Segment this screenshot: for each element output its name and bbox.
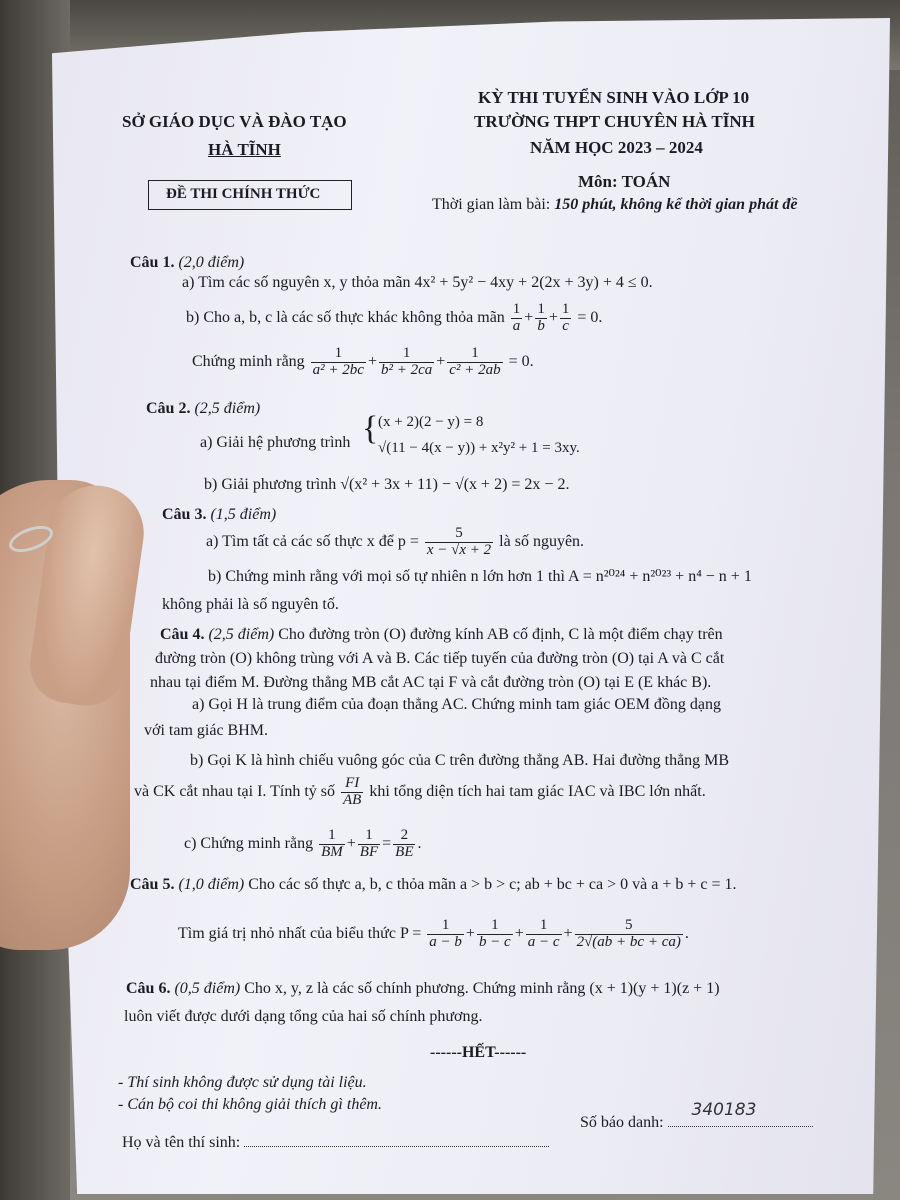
school-name: TRƯỜNG THPT CHUYÊN HÀ TĨNH — [474, 112, 755, 131]
frac-be-den: BE — [395, 843, 414, 860]
q3-a-text: a) Tìm tất cả các số thực x để p = — [206, 532, 419, 550]
frac-bc-diff-den: b − c — [478, 933, 511, 950]
frac-bf: $\frac{1}{BF}$ — [359, 827, 379, 860]
end-marker: ------HẾT------ — [430, 1044, 527, 1061]
note-2: - Cán bộ coi thi không giải thích gì thêm. — [118, 1096, 382, 1113]
frac-be-num: 2 — [400, 827, 409, 843]
q5-heading — [130, 876, 736, 894]
q4-b2-pre: và CK cắt nhau tại I. Tính tỷ số — [134, 782, 335, 800]
q1-prove-tail: = 0. — [508, 352, 534, 370]
note-1: - Thí sinh không được sử dụng tài liệu. — [118, 1074, 367, 1091]
frac-fi-ab — [341, 776, 363, 809]
q4-part-a-line1: a) Gọi H là trung điểm của đoạn thẳng AC. Chứng minh tam giác OEM đồng dạng — [192, 696, 722, 713]
school-year: NĂM HỌC 2023 – 2024 — [530, 138, 703, 157]
q1-prove: Chứng minh rằng $\frac{1}{\text{a² + 2bc}}$ + $\frac{1}{\text{b² + 2ca}}$ + $\frac{1}{\text{c² + 2ab}}$ = 0. — [192, 345, 534, 378]
subject: Môn: TOÁN — [578, 172, 671, 191]
time-prefix: Thời gian làm bài: — [432, 196, 551, 213]
frac-ac-diff-den: a − c — [527, 933, 560, 950]
q5-points: (1,0 điểm) — [178, 876, 245, 893]
q3-points: (1,5 điểm) — [210, 506, 277, 523]
frac-ac-diff: $\frac{1}{a - c}$ — [527, 917, 560, 950]
q4-part-c: c) Chứng minh rằng $\frac{1}{BM}$ + $\frac{1}{BF}$ = $\frac{2}{BE}$ . — [184, 827, 422, 860]
sbd-dotted — [668, 1100, 813, 1127]
q1-part-b: b) Cho a, b, c là các số thực khác không thỏa mãn $\frac{1}{a}$ + $\frac{1}{b}$ + $\frac{1}{c}$ = 0. — [186, 301, 603, 334]
name-label: Họ và tên thí sinh: — [122, 1134, 241, 1151]
q6-points: (0,5 điểm) — [174, 980, 241, 997]
frac-sqrt — [575, 918, 683, 951]
frac-p — [425, 526, 493, 559]
q3-part-b-line1: b) Chứng minh rằng với mọi số tự nhiên n lớn hơn 1 thì A = n²⁰²⁴ + n²⁰²³ + n⁴ − n + 1 — [208, 568, 752, 585]
q3-heading — [162, 506, 276, 524]
time-line — [432, 196, 798, 214]
q5-label: Câu 5. — [130, 876, 175, 893]
q4-points: (2,5 điểm) — [208, 626, 275, 643]
frac-ab-diff: $\frac{1}{a - b}$ — [429, 917, 462, 950]
q4-intro3: nhau tại điểm M. Đường thẳng MB cắt AC tại F và cắt đường tròn (O) tại E (E khác B). — [150, 674, 712, 691]
q1-label: Câu 1. — [130, 254, 175, 271]
name-dotted — [244, 1136, 549, 1147]
q6-line2: luôn viết được dưới dạng tổng của hai số chính phương. — [124, 1008, 483, 1025]
dept-line1: SỞ GIÁO DỤC VÀ ĐÀO TẠO — [122, 112, 347, 131]
q6-heading — [126, 980, 720, 998]
q1-b-text: b) Cho a, b, c là các số thực khác không thỏa mãn — [186, 308, 505, 326]
frac-sqrt-den: 2√(ab + bc + ca) — [576, 933, 681, 950]
frac-1-b: $\frac{1}{b}$ — [537, 301, 545, 334]
q2-part-b: b) Giải phương trình √(x² + 3x + 11) − √(x + 2) = 2x − 2. — [204, 476, 570, 493]
q4-heading — [160, 626, 723, 644]
q6-line1: Cho x, y, z là các số chính phương. Chứng minh rằng (x + 1)(y + 1)(z + 1) — [244, 980, 720, 997]
dept-line2: HÀ TĨNH — [208, 140, 281, 159]
q4-label: Câu 4. — [160, 626, 205, 643]
name-line — [122, 1134, 549, 1152]
q4-part-a-line2: với tam giác BHM. — [144, 722, 268, 739]
q4-c-pre: c) Chứng minh rằng — [184, 834, 314, 852]
frac-fi: FI — [345, 775, 360, 791]
time-value: 150 phút, không kể thời gian phát đề — [554, 196, 798, 213]
q5-intro: Cho các số thực a, b, c thỏa mãn a > b > c; ab + bc + ca > 0 và a + b + c = 1. — [248, 876, 737, 893]
sbd-label: Số báo danh: — [580, 1114, 664, 1131]
q2-eq2: √(11 − 4(x − y)) + x²y² + 1 = 3xy. — [378, 440, 580, 456]
frac-b2: $\frac{1}{\text{b² + 2ca}}$ — [380, 345, 433, 378]
frac-be — [393, 828, 415, 861]
sbd-line — [580, 1100, 813, 1132]
q3-label: Câu 3. — [162, 506, 207, 523]
frac-bm-den: BM — [321, 843, 343, 860]
frac-a2: $\frac{1}{\text{a² + 2bc}}$ — [312, 345, 364, 378]
frac-1-c: $\frac{1}{c}$ — [561, 301, 570, 334]
frac-bc-diff: $\frac{1}{b - c}$ — [478, 917, 511, 950]
q4-part-b-line2 — [134, 776, 706, 809]
official-label: ĐỀ THI CHÍNH THỨC — [166, 186, 321, 202]
q1-part-a: a) Tìm các số nguyên x, y thỏa mãn 4x² + 5y² − 4xy + 2(2x + 3y) + 4 ≤ 0. — [182, 274, 653, 291]
q4-intro1: Cho đường tròn (O) đường kính AB cố định, C là một điểm chạy trên — [278, 626, 723, 643]
system-brace: { — [362, 410, 379, 447]
q1-prove-text: Chứng minh rằng — [192, 352, 305, 370]
frac-ab-diff-den: a − b — [429, 933, 462, 950]
frac-bm: $\frac{1}{BM}$ — [321, 827, 343, 860]
q3-part-b-line2: không phải là số nguyên tố. — [162, 596, 339, 613]
q2-points: (2,5 điểm) — [194, 400, 261, 417]
q5-find-text: Tìm giá trị nhỏ nhất của biểu thức P = — [178, 924, 422, 942]
q2-eq1: (x + 2)(2 − y) = 8 — [378, 414, 484, 430]
q6-label: Câu 6. — [126, 980, 171, 997]
q4-intro2: đường tròn (O) không trùng với A và B. Các tiếp tuyến của đường tròn (O) tại A và C cắt — [155, 650, 725, 667]
exam-title: KỲ THI TUYỂN SINH VÀO LỚP 10 — [478, 88, 750, 107]
q1-b-tail: = 0. — [577, 308, 603, 326]
q2-part-a: a) Giải hệ phương trình — [200, 434, 351, 451]
frac-p-den: x − √x + 2 — [426, 541, 492, 558]
frac-p-num: 5 — [455, 525, 463, 541]
q3-part-a — [206, 526, 584, 559]
frac-ab: AB — [343, 791, 362, 808]
frac-sqrt-num: 5 — [624, 917, 633, 933]
frac-bf-den: BF — [359, 843, 379, 860]
q4-b2-post: khi tổng diện tích hai tam giác IAC và IBC lớn nhất. — [369, 782, 706, 800]
q2-label: Câu 2. — [146, 400, 191, 417]
q5-find: Tìm giá trị nhỏ nhất của biểu thức P = $\frac{1}{a - b}$ + $\frac{1}{b - c}$ + $\frac{1}{a - c}$ + $\frac{5}{2√(ab + bc + ca)}$ . — [178, 917, 689, 950]
q2-heading — [146, 400, 260, 418]
frac-c2: $\frac{1}{\text{c² + 2ab}}$ — [449, 345, 501, 378]
frac-1-a: $\frac{1}{a}$ — [512, 301, 521, 334]
q1-heading — [130, 254, 244, 272]
q4-part-b-line1: b) Gọi K là hình chiếu vuông góc của C trên đường thẳng AB. Hai đường thẳng MB — [190, 752, 730, 769]
sbd-handwritten: 340183 — [691, 1100, 757, 1120]
q3-a-tail: là số nguyên. — [499, 532, 585, 550]
q1-points: (2,0 điểm) — [178, 254, 245, 271]
